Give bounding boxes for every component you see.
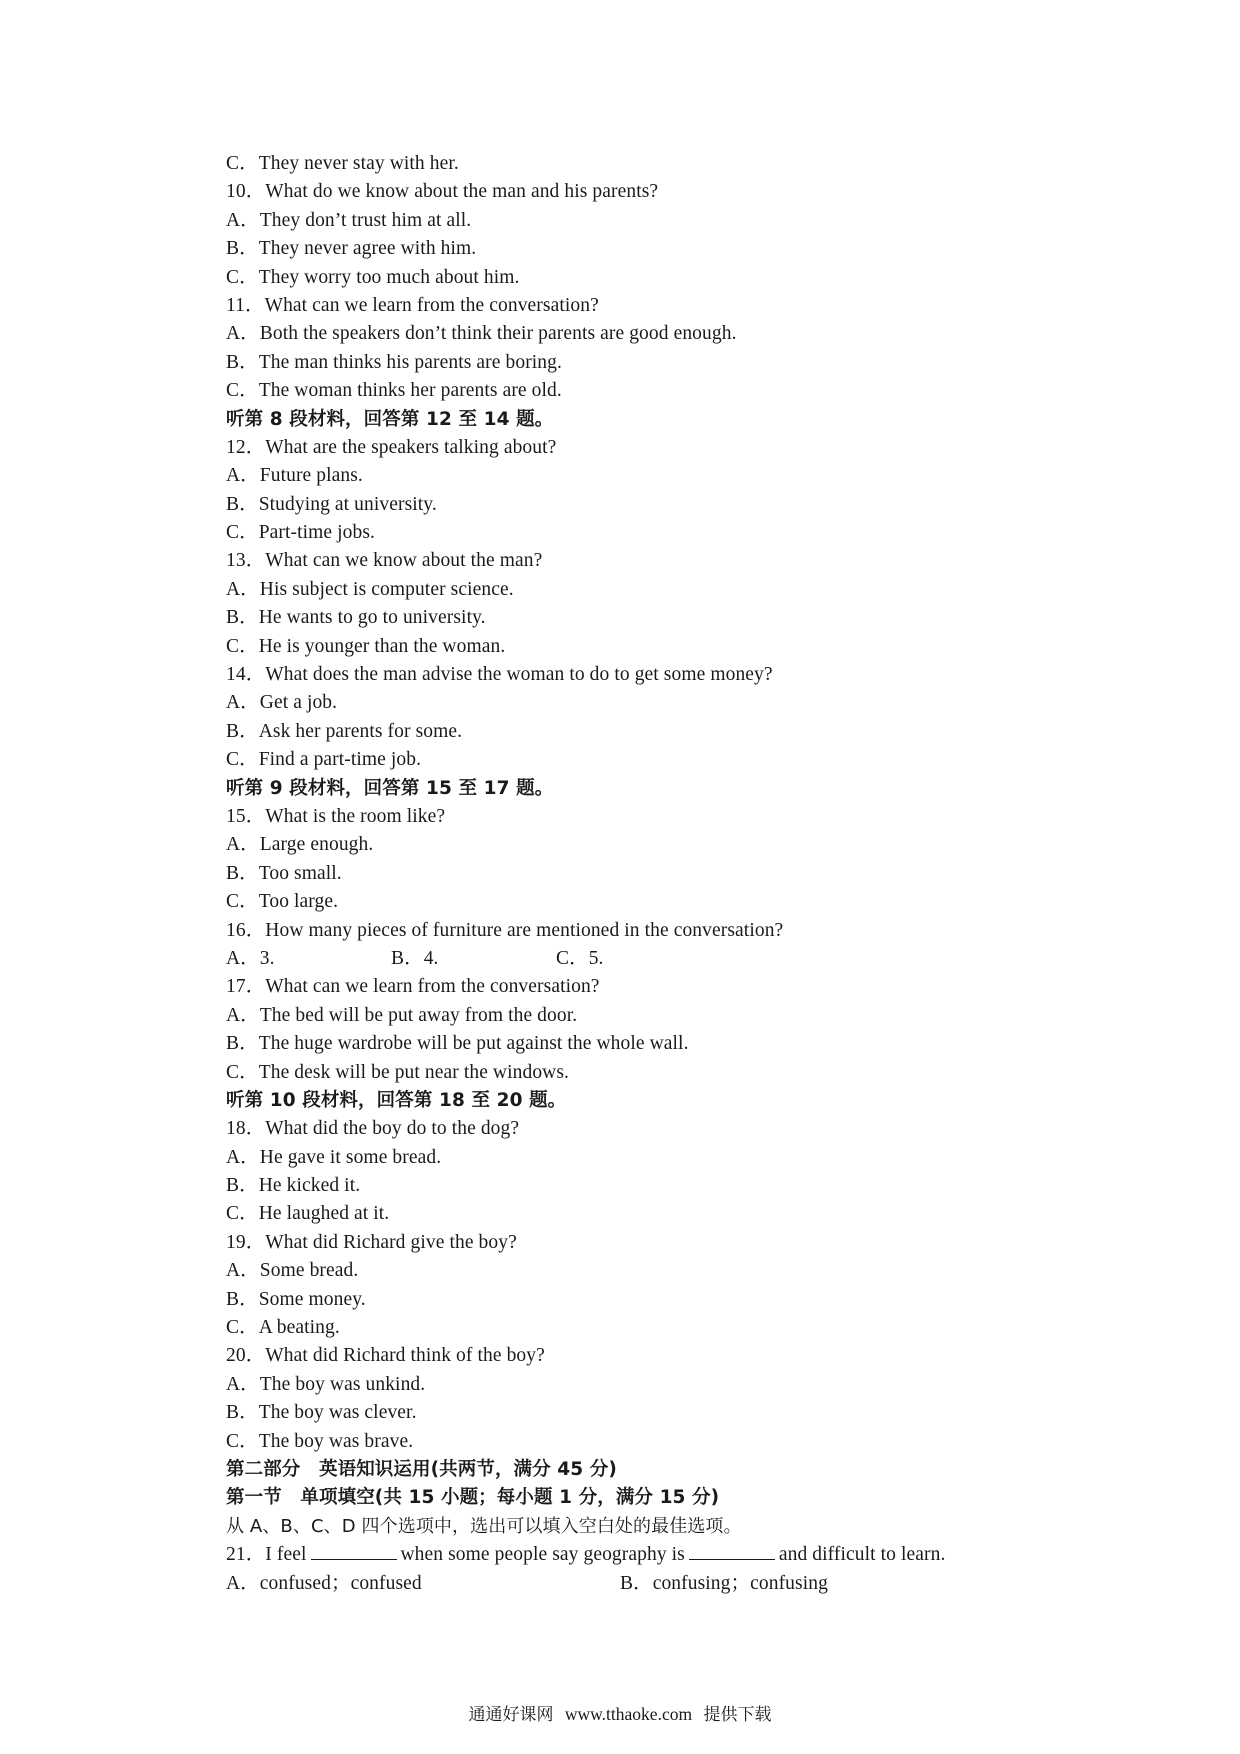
option-b: B．confusing；confusing: [620, 1572, 828, 1594]
question-text: 14．What does the man advise the woman to do to get some money?: [226, 664, 773, 686]
question-text: 12．What are the speakers talking about?: [226, 436, 557, 458]
option-text: A．Future plans.: [226, 465, 363, 487]
question-text: [226, 1541, 1126, 1569]
option-text: C．The boy was brave.: [226, 1430, 414, 1452]
option-text: A．Get a job.: [226, 692, 338, 714]
footer-url[interactable]: www.tthaoke.com: [564, 1704, 693, 1724]
option-text: C．They worry too much about him.: [226, 266, 520, 288]
question-text: 11．What can we learn from the conversation?: [226, 294, 599, 316]
question-part: when some people say geography is: [400, 1544, 685, 1566]
section-heading: 第一节 单项填空(共 15 小题；每小题 1 分，满分 15 分): [226, 1487, 720, 1509]
option-text: A．Large enough.: [226, 834, 374, 856]
option-a: A．3.: [226, 947, 275, 969]
option-text: C．A beating.: [226, 1317, 340, 1339]
section-heading: 听第 9 段材料，回答第 15 至 17 题。: [226, 777, 554, 799]
option-row: [226, 945, 1126, 973]
option-text: B．They never agree with him.: [226, 238, 477, 260]
question-text: 13．What can we know about the man?: [226, 550, 543, 572]
option-b: B．4.: [391, 947, 439, 969]
option-a: A．confused；confused: [226, 1572, 422, 1594]
option-text: B．He wants to go to university.: [226, 607, 486, 629]
option-text: C．He is younger than the woman.: [226, 635, 506, 657]
option-text: C．The woman thinks her parents are old.: [226, 380, 562, 402]
answer-blank: [311, 1541, 397, 1560]
option-text: B．The man thinks his parents are boring.: [226, 351, 562, 373]
option-text: A．His subject is computer science.: [226, 578, 514, 600]
document-body: [226, 150, 1126, 1598]
footer-site-name: 通通好课网: [468, 1705, 554, 1725]
question-text: 18．What did the boy do to the dog?: [226, 1118, 520, 1140]
option-row: [226, 1570, 1126, 1598]
question-text: 17．What can we learn from the conversation?: [226, 976, 600, 998]
option-text: A．The bed will be put away from the door.: [226, 1004, 578, 1026]
option-text: B．Too small.: [226, 862, 342, 884]
question-text: 20．What did Richard think of the boy?: [226, 1345, 545, 1367]
option-text: A．Some bread.: [226, 1260, 359, 1282]
option-text: A．He gave it some bread.: [226, 1146, 442, 1168]
option-c: C．5.: [556, 947, 604, 969]
page-footer: [0, 1700, 1240, 1725]
section-heading: 第二部分 英语知识运用(共两节，满分 45 分): [226, 1458, 617, 1480]
option-text: B．Studying at university.: [226, 493, 437, 515]
option-text: B．The boy was clever.: [226, 1402, 417, 1424]
question-part: and difficult to learn.: [778, 1544, 946, 1566]
question-text: 19．What did Richard give the boy?: [226, 1231, 517, 1253]
option-text: C．They never stay with her.: [226, 153, 459, 174]
footer-suffix: 提供下载: [703, 1705, 772, 1725]
option-text: C．Part-time jobs.: [226, 522, 376, 544]
question-text: 16．How many pieces of furniture are mentioned in the conversation?: [226, 919, 784, 941]
section-heading: 听第 8 段材料，回答第 12 至 14 题。: [226, 408, 554, 430]
option-text: C．Find a part-time job.: [226, 749, 422, 771]
option-text: B．The huge wardrobe will be put against the whole wall.: [226, 1033, 689, 1055]
instruction-text: 从 A、B、C、D 四个选项中，选出可以填入空白处的最佳选项。: [226, 1515, 742, 1537]
option-text: A．They don’t trust him at all.: [226, 209, 472, 231]
option-text: C．The desk will be put near the windows.: [226, 1061, 570, 1083]
option-text: A．The boy was unkind.: [226, 1373, 426, 1395]
section-heading: 听第 10 段材料，回答第 18 至 20 题。: [226, 1089, 567, 1111]
option-text: C．He laughed at it.: [226, 1203, 390, 1225]
question-text: 15．What is the room like?: [226, 805, 446, 827]
option-text: B．Ask her parents for some.: [226, 720, 463, 742]
question-text: 10．What do we know about the man and his parents?: [226, 181, 659, 203]
option-text: B．He kicked it.: [226, 1175, 361, 1197]
question-part: 21．I feel: [226, 1544, 307, 1566]
option-text: B．Some money.: [226, 1288, 366, 1310]
option-text: A．Both the speakers don’t think their parents are good enough.: [226, 323, 737, 345]
option-text: C．Too large.: [226, 891, 339, 913]
answer-blank: [689, 1541, 775, 1560]
